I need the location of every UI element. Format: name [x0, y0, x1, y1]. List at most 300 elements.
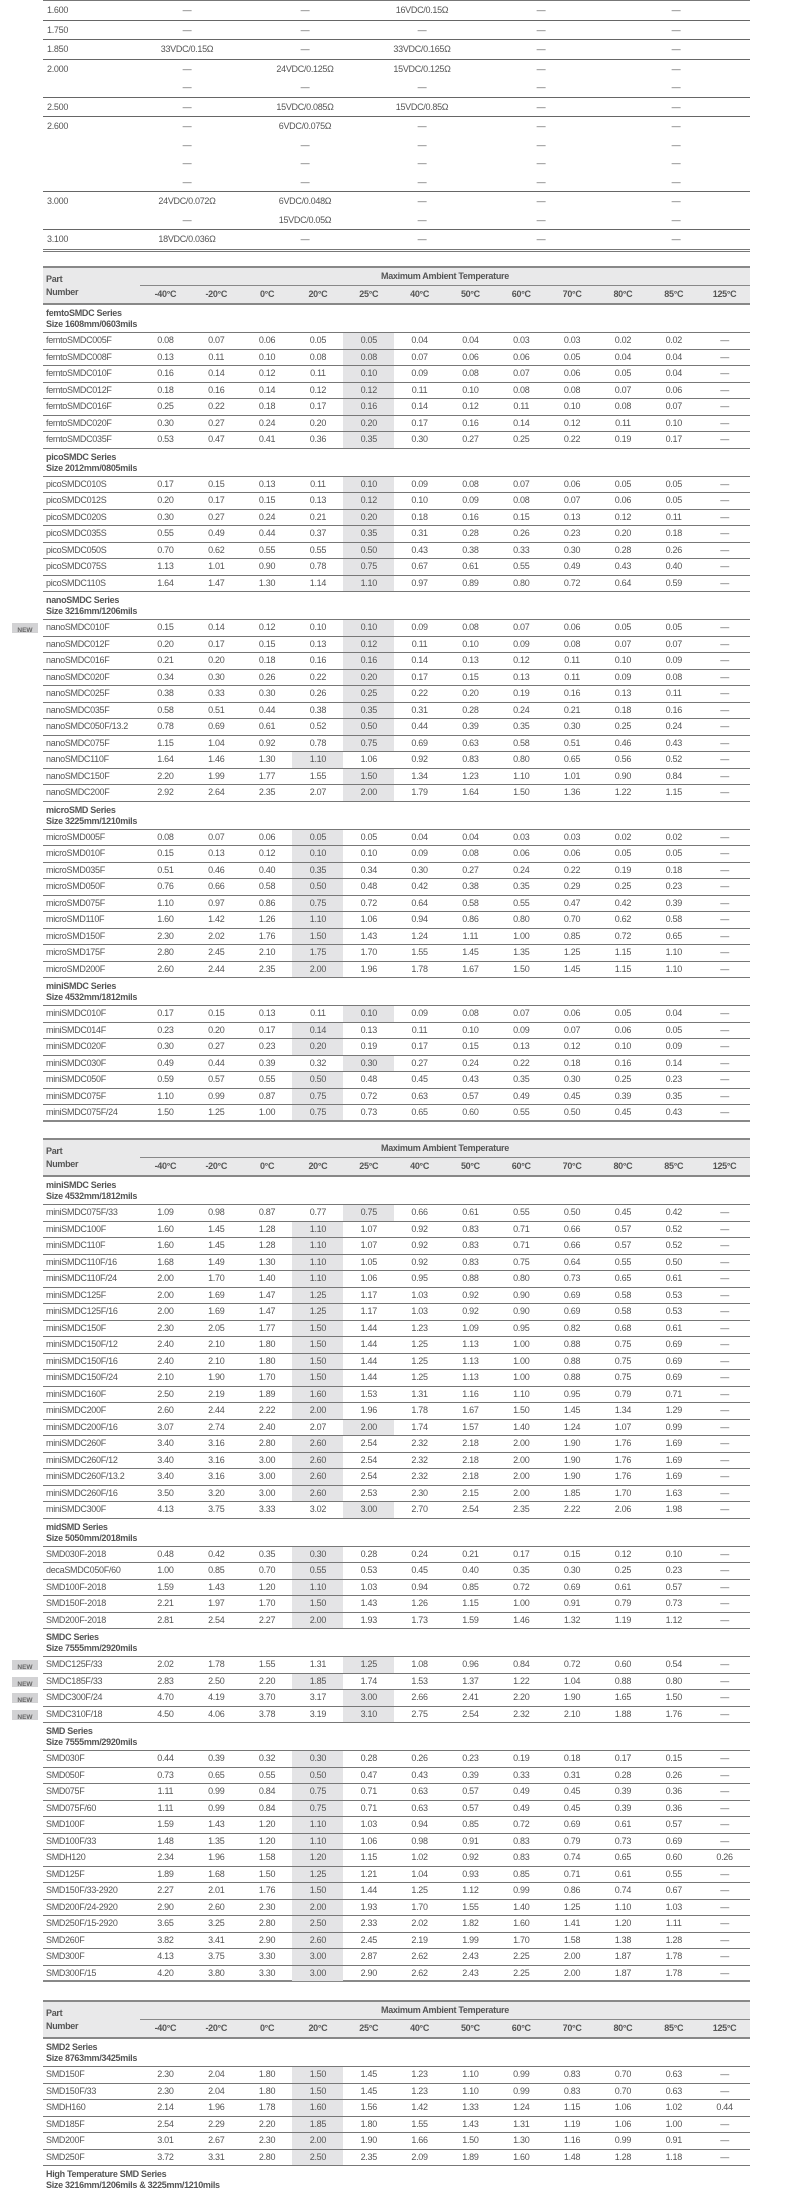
hold-current-cell: 0.26 — [309, 688, 327, 698]
temperature-column-header: 80°C — [613, 1161, 633, 1171]
hold-current-cell: 0.16 — [462, 511, 479, 522]
hold-current-cell: 0.73 — [157, 1769, 174, 1780]
hold-current-cell: 0.64 — [563, 1256, 581, 1267]
hold-current-cell: 0.55 — [292, 1563, 343, 1579]
hold-current-cell: 0.94 — [411, 914, 428, 924]
voltage-resistance-table — [43, 0, 750, 252]
hold-current-cell: 0.17 — [208, 495, 225, 505]
hold-current-cell: 1.45 — [563, 963, 581, 974]
hold-current-cell: 1.90 — [360, 2135, 377, 2145]
hold-current-cell: 0.78 — [309, 561, 327, 571]
hold-current-cell: — — [720, 1487, 729, 1498]
rating-cell: — — [671, 101, 681, 112]
rating-cell: — — [536, 121, 546, 132]
hold-current-cell: 0.95 — [513, 1322, 530, 1333]
temperature-column-header: 50°C — [460, 1161, 480, 1171]
hold-current-cell: 0.25 — [614, 881, 632, 891]
hold-current-cell: 0.32 — [309, 1057, 327, 1068]
hold-current-cell: 0.60 — [462, 1107, 479, 1117]
hold-current-cell: 1.40 — [258, 1273, 276, 1283]
table-row — [43, 1453, 750, 1470]
table-row — [43, 576, 750, 593]
hold-current-cell: — — [720, 434, 729, 444]
part-number: miniSMDC125F/16 — [46, 1306, 118, 1316]
hold-current-cell: 1.31 — [411, 1388, 428, 1399]
part-header-line: Number — [46, 2021, 79, 2031]
hold-current-cell: 2.20 — [258, 1675, 276, 1686]
hold-current-cell: 0.37 — [309, 528, 327, 538]
hold-current-cell: 1.43 — [360, 930, 377, 941]
hold-current-cell: 0.06 — [513, 351, 530, 362]
hold-current-cell: 1.40 — [513, 1421, 530, 1432]
hold-current-cell: 1.20 — [258, 1581, 276, 1592]
hold-current-cell: 1.64 — [462, 787, 479, 797]
table-row — [43, 98, 750, 117]
rating-cell: 24VDC/0.072Ω — [158, 196, 216, 207]
series-title: miniSMDC Series — [46, 981, 117, 991]
max-ambient-temperature-header: Maximum Ambient Temperature — [140, 1140, 750, 1158]
hold-current-cell: 0.67 — [411, 561, 428, 571]
hold-current-cell: 0.75 — [292, 1784, 343, 1800]
hold-current-cell: — — [720, 1355, 729, 1366]
hold-current-cell: 3.00 — [343, 1690, 394, 1706]
hold-current-cell: 0.13 — [360, 1024, 377, 1035]
temperature-column-header: 25°C — [359, 1161, 379, 1171]
hold-current-cell: 0.11 — [411, 638, 428, 649]
hold-current-cell: 3.30 — [258, 1951, 276, 1961]
series-title: SMD2 Series — [46, 2042, 98, 2052]
part-number: miniSMDC050F — [46, 1074, 106, 1084]
hold-current-cell: 3.00 — [258, 1471, 276, 1481]
hold-current-cell: — — [720, 1306, 729, 1316]
hold-current-cell: — — [720, 737, 729, 748]
hold-current-cell: 2.34 — [157, 1852, 174, 1862]
hold-current-cell: 0.56 — [614, 754, 632, 764]
hold-current-cell: 0.35 — [292, 863, 343, 879]
hold-current-cell: 0.16 — [343, 653, 394, 669]
hold-current-cell: 0.22 — [563, 864, 581, 875]
hold-current-cell: — — [720, 384, 729, 395]
hold-current-cell: 0.63 — [462, 737, 479, 748]
hold-current-cell: — — [720, 671, 729, 682]
hold-current-cell: 0.59 — [665, 577, 682, 588]
hold-current-cell: 0.23 — [665, 1074, 682, 1084]
hold-current-cell: — — [720, 1675, 729, 1686]
table-row-group — [43, 192, 750, 230]
hold-current-cell: — — [720, 1074, 729, 1084]
hold-current-cell: 0.40 — [258, 864, 276, 875]
part-number: SMDC310F/18 — [46, 1708, 103, 1719]
hold-current-cell: — — [720, 2151, 729, 2162]
series-title: High Temperature SMD Series — [46, 2169, 167, 2179]
hold-current-cell: 0.65 — [614, 1852, 632, 1862]
hold-current-cell: 0.03 — [513, 831, 530, 842]
hold-current-cell: 0.15 — [258, 638, 276, 649]
part-number: SMDH120 — [46, 1852, 86, 1862]
hold-current-cell: 1.10 — [292, 1817, 343, 1833]
hold-current-cell: 0.10 — [411, 495, 428, 505]
hold-current-cell: 0.30 — [563, 1565, 581, 1575]
hold-current-cell: 1.55 — [411, 2118, 428, 2129]
hold-current-cell: 1.43 — [208, 1581, 225, 1592]
table-row — [43, 1337, 750, 1354]
part-number: miniSMDC200F/16 — [46, 1421, 118, 1432]
hold-current-cell: 1.74 — [411, 1421, 428, 1432]
hold-current-cell: 1.25 — [411, 1885, 428, 1895]
hold-current-cell: 1.44 — [360, 1885, 377, 1895]
hold-current-cell: 0.10 — [343, 477, 394, 493]
series-title: nanoSMDC Series — [46, 595, 120, 605]
hold-current-cell: 0.31 — [411, 704, 428, 715]
temperature-column-header: 60°C — [511, 2023, 531, 2033]
hold-current-cell: 1.45 — [360, 2085, 377, 2096]
hold-current-cell: — — [720, 401, 729, 411]
hold-current-cell: 0.09 — [411, 622, 428, 632]
hold-current-cell: 1.93 — [360, 1901, 377, 1912]
rating-cell: — — [671, 5, 681, 16]
hold-current-cell: 1.25 — [563, 947, 581, 957]
hold-current-cell: 1.10 — [292, 1238, 343, 1254]
hold-current-cell: 1.41 — [563, 1918, 581, 1928]
hold-current-cell: 0.90 — [513, 1289, 530, 1300]
hold-current-cell: 0.10 — [614, 655, 632, 665]
hold-current-cell: 0.38 — [462, 881, 479, 891]
hold-current-cell: 4.50 — [157, 1708, 174, 1719]
part-number: miniSMDC110F/16 — [46, 1256, 117, 1267]
hold-current-cell: 0.50 — [563, 1107, 581, 1117]
hold-current-cell: 0.46 — [208, 864, 225, 875]
rating-cell: — — [300, 44, 310, 55]
hold-current-cell: 2.01 — [208, 1885, 225, 1895]
hold-current-cell: 2.62 — [411, 1951, 428, 1961]
hold-current-cell: 1.78 — [665, 1951, 682, 1961]
part-number: picoSMDC035S — [46, 528, 107, 538]
hold-current-cell: — — [720, 1322, 729, 1333]
hold-current-cell: 0.65 — [208, 1769, 225, 1780]
hold-current-cell: 1.79 — [411, 787, 428, 797]
hold-current-cell: 0.30 — [563, 1074, 581, 1084]
hold-current-cell: 0.08 — [309, 351, 327, 362]
hold-current-cell: 1.00 — [513, 1372, 530, 1382]
hold-current-cell: 0.76 — [157, 881, 174, 891]
hold-current-cell: 0.43 — [665, 737, 682, 748]
hold-current-cell: 1.43 — [360, 1598, 377, 1608]
table-row — [17, 1674, 750, 1691]
hold-current-cell: — — [720, 1868, 729, 1879]
hold-current-cell: 0.80 — [513, 1273, 530, 1283]
hold-current-cell: 0.27 — [208, 1041, 225, 1051]
part-number: nanoSMDC200F — [46, 787, 110, 797]
hold-current-cell: 0.59 — [157, 1074, 174, 1084]
table-row — [43, 1933, 750, 1950]
hold-current-cell: 0.42 — [208, 1548, 225, 1559]
hold-current-cell: 2.09 — [411, 2151, 428, 2162]
hold-current-cell: 1.25 — [411, 1339, 428, 1349]
hold-current-cell: 0.91 — [462, 1835, 479, 1846]
hold-current-cell: 2.02 — [411, 1918, 428, 1928]
hold-current-cell: 2.90 — [157, 1901, 174, 1912]
hold-current-cell: 1.50 — [513, 963, 530, 974]
hold-current-cell: 2.19 — [208, 1388, 225, 1399]
hold-current-cell: 3.40 — [157, 1471, 174, 1481]
table-row — [43, 1304, 750, 1321]
hold-current-cell: 0.05 — [292, 830, 343, 846]
hold-current-cell: 0.52 — [665, 1223, 682, 1234]
hold-current-cell: 0.24 — [411, 1548, 428, 1559]
hold-current-cell: 0.05 — [665, 478, 682, 489]
hold-current-cell: 0.85 — [513, 1868, 530, 1879]
hold-current-cell: 0.42 — [614, 897, 632, 908]
hold-current-cell: 0.05 — [563, 351, 581, 362]
hold-current-cell: — — [720, 1901, 729, 1912]
table-row — [43, 416, 750, 433]
part-number: SMD185F — [46, 2118, 85, 2129]
hold-current-cell: 1.10 — [157, 1090, 174, 1101]
hold-current-cell: — — [720, 1421, 729, 1432]
hold-current-cell: 0.65 — [411, 1107, 428, 1117]
hold-current-cell: 0.69 — [563, 1306, 581, 1316]
rating-cell: — — [536, 63, 546, 74]
hold-current-cell: 2.00 — [292, 962, 343, 978]
hold-current-cell: 0.88 — [462, 1273, 479, 1283]
hold-current-cell: 4.20 — [157, 1967, 174, 1978]
hold-current-cell: 1.28 — [665, 1934, 682, 1945]
part-number: miniSMDC260F/16 — [46, 1487, 118, 1498]
hold-current-cell: 0.30 — [157, 1041, 174, 1051]
hold-current-cell: 0.46 — [614, 737, 632, 748]
series-title: picoSMDC Series — [46, 451, 117, 462]
hold-current-cell: 0.07 — [614, 638, 632, 649]
hold-current-cell: 3.78 — [258, 1708, 276, 1719]
hold-current-cell: 2.18 — [462, 1438, 479, 1448]
hold-current-cell: 0.23 — [665, 881, 682, 891]
hold-current-cell: 1.45 — [208, 1240, 225, 1250]
temperature-column-header: 70°C — [562, 289, 582, 299]
hold-current-cell: 0.07 — [513, 478, 530, 489]
hold-current-cell: 0.66 — [208, 881, 225, 891]
hold-current-cell: 0.90 — [513, 1306, 530, 1316]
hold-current-cell: 0.84 — [513, 1659, 530, 1669]
hold-current-cell: 0.71 — [513, 1240, 530, 1250]
hold-current-cell: 0.03 — [563, 335, 581, 345]
hold-current-cell: 0.84 — [258, 1802, 276, 1813]
hold-current-cell: 1.67 — [462, 1405, 479, 1415]
hold-current-cell: 1.23 — [411, 2085, 428, 2096]
hold-current-cell: 1.36 — [563, 787, 581, 797]
hold-current-cell: 4.70 — [157, 1692, 174, 1702]
hold-current-cell: — — [720, 1951, 729, 1961]
series-header — [43, 1519, 750, 1547]
hold-current-cell: 1.15 — [614, 963, 632, 974]
hold-current-cell: 0.14 — [208, 368, 225, 378]
rating-cell: — — [536, 44, 546, 55]
hold-current-cell: 0.28 — [462, 704, 479, 715]
hold-current-cell: 0.39 — [614, 1786, 632, 1796]
hold-current-cell: 2.60 — [157, 1405, 174, 1415]
hold-current-cell: 2.00 — [513, 1438, 530, 1448]
hold-current-cell: 2.00 — [157, 1289, 174, 1300]
hold-current-cell: 2.43 — [462, 1967, 479, 1978]
hold-current-cell: 1.46 — [208, 754, 225, 764]
table-row — [43, 1900, 750, 1917]
hold-current-cell: 1.69 — [208, 1289, 225, 1300]
hold-current-cell: — — [720, 622, 729, 632]
hold-current-cell: 1.90 — [563, 1692, 581, 1702]
hold-current-cell: 1.24 — [563, 1421, 581, 1432]
hold-current-cell: 0.69 — [563, 1289, 581, 1300]
table-row — [43, 1023, 750, 1040]
hold-current-cell: 0.55 — [258, 1074, 276, 1084]
hold-current-cell: 1.03 — [360, 1819, 377, 1829]
hold-current-cell: 0.94 — [411, 1581, 428, 1592]
hold-current-cell: 0.69 — [665, 1835, 682, 1846]
part-number: SMD125F — [46, 1868, 85, 1879]
hold-current-cell: 0.22 — [513, 1057, 530, 1068]
hold-current-cell: 1.66 — [411, 2135, 428, 2145]
part-number: microSMD005F — [46, 831, 105, 842]
hold-current-cell: 0.83 — [563, 2069, 581, 2079]
hold-current-cell: 0.11 — [564, 655, 580, 665]
hold-current-cell: — — [720, 1708, 729, 1719]
table-header — [43, 2000, 750, 2039]
hold-current-cell: 0.36 — [665, 1786, 682, 1796]
part-number: miniSMDC010F — [46, 1008, 106, 1018]
hold-current-cell: 2.35 — [360, 2151, 377, 2162]
hold-current-cell: 1.82 — [462, 1918, 479, 1928]
hold-current-cell: 1.50 — [292, 1321, 343, 1337]
hold-current-cell: 0.92 — [258, 737, 276, 748]
hold-current-cell: 0.25 — [614, 721, 632, 731]
hold-current-cell: 1.15 — [157, 737, 174, 748]
hold-current-cell: 2.22 — [258, 1405, 276, 1415]
hold-current-cell: — — [720, 1207, 729, 1217]
current-rating-label: 3.000 — [47, 196, 69, 207]
hold-current-cell: 1.50 — [343, 769, 394, 785]
table-row — [43, 559, 750, 576]
hold-current-cell: 2.81 — [157, 1614, 174, 1625]
hold-current-cell: 0.99 — [513, 2069, 530, 2079]
series-size: Size 2012mm/0805mils — [46, 462, 138, 473]
hold-current-cell: 0.10 — [343, 1006, 394, 1022]
hold-current-cell: 0.63 — [411, 1786, 428, 1796]
hold-current-cell: 0.26 — [411, 1753, 428, 1763]
current-rating-label: 2.000 — [47, 63, 69, 74]
hold-current-cell: 1.50 — [258, 1868, 276, 1879]
hold-current-cell: 1.22 — [513, 1675, 530, 1686]
hold-current-cell: 0.45 — [411, 1565, 428, 1575]
hold-current-cell: 2.54 — [360, 1471, 377, 1481]
hold-current-cell: 0.93 — [462, 1868, 479, 1879]
hold-current-cell: 0.83 — [513, 1835, 530, 1846]
hold-current-cell: 1.56 — [360, 2102, 377, 2112]
hold-current-cell: 0.10 — [462, 384, 479, 395]
hold-current-cell: 1.13 — [462, 1372, 479, 1382]
rating-cell: — — [536, 214, 546, 225]
hold-current-cell: 1.04 — [411, 1868, 428, 1879]
hold-current-cell: 2.54 — [360, 1454, 377, 1465]
table-row — [43, 752, 750, 769]
hold-current-cell: 2.00 — [157, 1306, 174, 1316]
hold-current-cell: 0.69 — [563, 1819, 581, 1829]
hold-current-cell: 0.12 — [614, 1548, 632, 1559]
hold-current-cell: 1.10 — [157, 897, 174, 908]
temperature-column-header: 40°C — [410, 2023, 430, 2033]
series-size: Size 5050mm/2018mils — [46, 1532, 138, 1543]
hold-current-cell: 0.84 — [665, 770, 682, 781]
hold-current-cell: 0.10 — [343, 366, 394, 382]
hold-current-cell: 0.21 — [309, 511, 327, 522]
hold-current-cell: 0.61 — [258, 721, 276, 731]
hold-current-cell: 1.50 — [292, 1370, 343, 1386]
hold-current-cell: 0.13 — [258, 1008, 276, 1018]
table-row — [43, 2150, 750, 2167]
part-header-line: Part — [46, 274, 63, 284]
hold-current-cell: 1.53 — [360, 1388, 377, 1399]
hold-current-cell: 1.78 — [208, 1659, 225, 1669]
hold-current-cell: 0.55 — [258, 544, 276, 555]
hold-current-cell: 3.75 — [208, 1951, 225, 1961]
hold-current-cell: 0.83 — [513, 1852, 530, 1862]
temperature-column-header: 70°C — [562, 1161, 582, 1171]
part-number: microSMD200F — [46, 963, 105, 974]
hold-current-cell: 2.00 — [292, 2133, 343, 2149]
hold-current-cell: 1.31 — [513, 2118, 530, 2129]
hold-current-cell: 2.10 — [258, 947, 276, 957]
hold-current-cell: 0.97 — [411, 577, 428, 588]
hold-current-cell: 0.55 — [157, 528, 174, 538]
hold-current-cell: 0.61 — [614, 1581, 632, 1592]
part-number: microSMD010F — [46, 848, 105, 858]
hold-current-cell: 1.00 — [258, 1107, 276, 1117]
hold-current-cell: 1.03 — [411, 1306, 428, 1316]
hold-current-cell: 1.15 — [462, 1598, 479, 1608]
hold-current-cell: 0.95 — [563, 1388, 581, 1399]
hold-current-cell: 0.13 — [309, 495, 327, 505]
hold-current-cell: 1.02 — [665, 2102, 682, 2112]
hold-current-cell: 2.70 — [411, 1504, 428, 1514]
hold-current-cell: 0.05 — [360, 831, 377, 842]
hold-current-cell: 2.19 — [411, 1934, 428, 1945]
table-row — [43, 1370, 750, 1387]
hold-current-cell: 0.20 — [208, 1024, 225, 1035]
hold-current-cell: 0.49 — [513, 1786, 530, 1796]
table-row — [43, 1949, 750, 1966]
hold-current-cell: 2.50 — [292, 2150, 343, 2166]
rating-cell: — — [536, 234, 546, 245]
hold-current-cell: 0.55 — [513, 1207, 530, 1217]
table-row — [43, 1751, 750, 1768]
hold-current-cell: 1.78 — [258, 2102, 276, 2112]
part-number: SMD200F-2018 — [46, 1614, 106, 1625]
hold-current-cell: — — [720, 1454, 729, 1465]
hold-current-cell: 1.50 — [513, 787, 530, 797]
table-row — [17, 1657, 750, 1674]
hold-current-cell: 2.10 — [563, 1708, 581, 1719]
hold-current-cell: 0.83 — [563, 2085, 581, 2096]
hold-current-cell: 2.50 — [208, 1675, 225, 1686]
hold-current-cell: 0.61 — [665, 1322, 682, 1333]
hold-current-cell: 0.49 — [513, 1802, 530, 1813]
hold-current-cell: — — [720, 1692, 729, 1702]
hold-current-cell: 1.60 — [513, 2151, 530, 2162]
part-number: SMD250F — [46, 2151, 85, 2162]
hold-current-cell: 0.10 — [258, 351, 276, 362]
hold-current-cell: — — [720, 1289, 729, 1300]
part-number: nanoSMDC035F — [46, 704, 110, 715]
hold-current-cell: — — [720, 1057, 729, 1068]
hold-current-cell: 2.53 — [360, 1487, 377, 1498]
hold-current-cell: 2.80 — [258, 1438, 276, 1448]
